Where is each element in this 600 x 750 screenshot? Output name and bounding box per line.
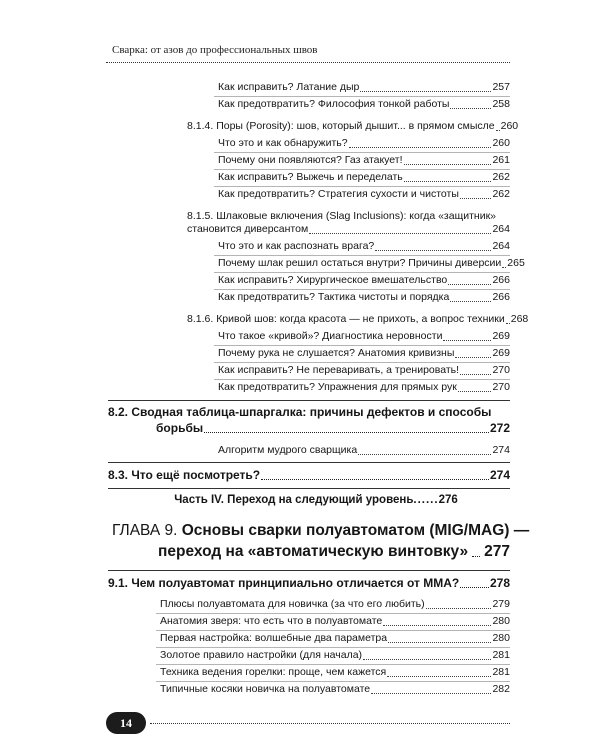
toc-entry[interactable]: Что такое «кривой»? Диагностика неровности 269: [218, 330, 510, 342]
toc-entry[interactable]: Почему они появляются? Газ атакует! 261: [218, 154, 510, 166]
toc-entry[interactable]: Как исправить? Латание дыр 257: [218, 81, 510, 93]
toc-entry[interactable]: Почему рука не слушается? Анатомия кривизны 269: [218, 347, 510, 359]
toc-section-8-1-4[interactable]: 8.1.4. Поры (Porosity): шов, который дышит... в прямом смысле 260: [187, 120, 519, 132]
toc-section-8-2-line1[interactable]: 8.2. Сводная таблица-шпаргалка: причины дефектов и способы: [108, 405, 492, 419]
toc-section-9-1[interactable]: 9.1. Чем полуавтомат принципиально отличается от ММА? 278: [108, 576, 510, 590]
toc-entry[interactable]: Первая настройка: волшебные два параметра 280: [160, 632, 510, 644]
running-header: Сварка: от азов до профессиональных швов: [112, 44, 318, 56]
toc-entry[interactable]: Анатомия зверя: что есть что в полуавтомате 280: [160, 615, 510, 627]
toc-entry[interactable]: Что это и как обнаружить? 260: [218, 137, 510, 149]
toc-section-8-1-5-line1[interactable]: 8.1.5. Шлаковые включения (Slag Inclusions): когда «защитник»: [187, 210, 496, 222]
toc-entry[interactable]: Почему шлак решил остаться внутри? Причины диверсии 265: [218, 257, 525, 269]
toc-entry[interactable]: Плюсы полуавтомата для новичка (за что его любить) 279: [160, 598, 510, 610]
toc-entry[interactable]: Как предотвратить? Упражнения для прямых рук 270: [218, 381, 510, 393]
toc-entry[interactable]: Как исправить? Хирургическое вмешательство 266: [218, 274, 510, 286]
toc-entry[interactable]: Что это и как распознать врага? 264: [218, 240, 510, 252]
toc-section-8-1-6[interactable]: 8.1.6. Кривой шов: когда красота — не прихоть, а вопрос техники 268: [187, 313, 529, 325]
toc-chapter-9-line1[interactable]: ГЛАВА 9. Основы сварки полуавтоматом (MIG/MAG) —: [112, 522, 530, 539]
toc-entry[interactable]: Как предотвратить? Стратегия сухости и чистоты 262: [218, 188, 510, 200]
toc-section-8-2-line2[interactable]: борьбы 272: [156, 421, 510, 435]
toc-entry[interactable]: Типичные косяки новичка на полуавтомате 282: [160, 683, 510, 695]
toc-part-4[interactable]: Часть IV. Переход на следующий уровень......276: [174, 494, 458, 506]
toc-entry[interactable]: Как исправить? Не переваривать, а тренировать! 270: [218, 364, 510, 376]
toc-entry[interactable]: Как предотвратить? Тактика чистоты и порядка 266: [218, 291, 510, 303]
toc-entry[interactable]: Как исправить? Выжечь и переделать 262: [218, 171, 510, 183]
page-number-badge: 14: [106, 712, 146, 734]
toc-entry[interactable]: Техника ведения горелки: проще, чем кажется 281: [160, 666, 510, 678]
toc-entry[interactable]: Алгоритм мудрого сварщика 274: [218, 444, 510, 456]
toc-entry[interactable]: Как предотвратить? Философия тонкой работы 258: [218, 98, 510, 110]
toc-section-8-3[interactable]: 8.3. Что ещё посмотреть? 274: [108, 468, 510, 482]
toc-entry[interactable]: Золотое правило настройки (для начала) 281: [160, 649, 510, 661]
toc-section-8-1-5-line2[interactable]: становится диверсантом 264: [187, 223, 510, 235]
footer-divider: [150, 723, 510, 724]
toc-chapter-9-line2[interactable]: переход на «автоматическую винтовку» 277: [158, 543, 510, 560]
header-divider: [106, 62, 510, 63]
